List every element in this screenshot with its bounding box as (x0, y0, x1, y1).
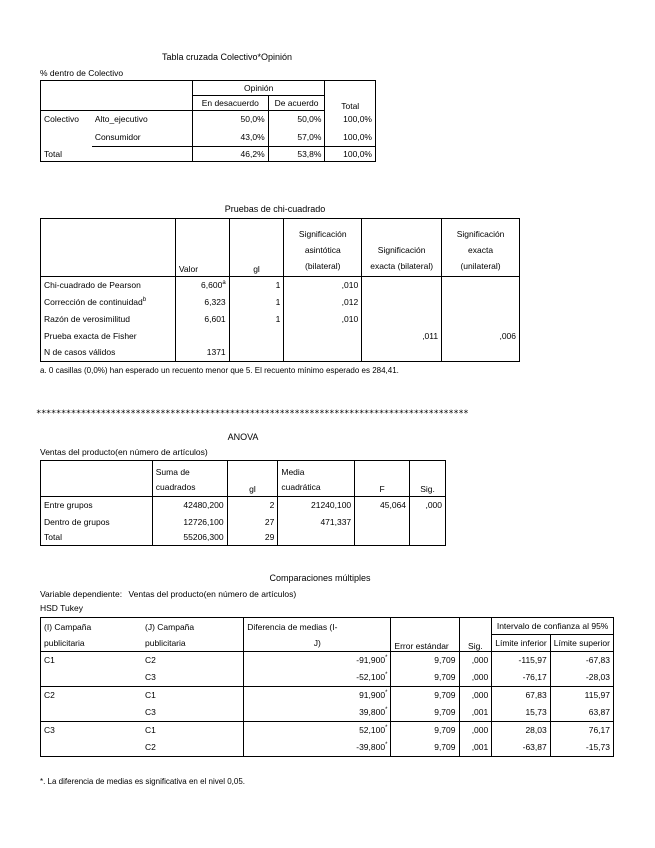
anova-sig (410, 531, 446, 546)
crosstab-col-desacuerdo: En desacuerdo (192, 96, 268, 111)
anova-header-suma-2: cuadrados (155, 481, 196, 492)
multiple-header-i-2: publicitaria (44, 637, 85, 648)
chi-valor: 6,600 (201, 279, 223, 290)
multiple-header-ci: Intervalo de confianza al 95% (492, 618, 614, 635)
multiple-header-sig: Sig. (459, 618, 492, 652)
anova-header-sig: Sig. (410, 461, 446, 497)
multiple-j: C2 (145, 655, 156, 666)
multiple-lo: -115,97 (492, 652, 551, 670)
chi-gl: 1 (229, 311, 284, 328)
chi-asint: ,010 (284, 311, 362, 328)
chi-exuni (442, 294, 520, 311)
multiple-err: 9,709 (391, 722, 459, 740)
anova-row-label: Dentro de grupos (44, 516, 110, 527)
multiple-lo: -63,87 (492, 740, 551, 757)
multiple-header-lo: Límite inferior (492, 635, 551, 652)
multiple-header-diff-1: Diferencia de medias (I- (247, 621, 338, 632)
multiple-diff-mark: * (385, 690, 388, 697)
multiple-footnote: *. La diferencia de medias es significativa en el nivel 0,05. (40, 777, 246, 786)
multiple-diff-mark: * (385, 742, 388, 749)
multiple-hi: -28,03 (550, 670, 613, 687)
crosstab-cell: 43,0% (192, 129, 268, 147)
multiple-header-diff-2: J) (313, 637, 321, 648)
crosstab-cell: 46,2% (192, 147, 268, 162)
multiple-diff: -39,800 (356, 742, 386, 753)
multiple-hi: -15,73 (550, 740, 613, 757)
chi-row-label: Prueba exacta de Fisher (44, 330, 137, 341)
chi-valor (175, 328, 229, 345)
multiple-hi: 63,87 (550, 705, 613, 722)
chi-exuni: ,006 (442, 328, 520, 345)
chi-title: Pruebas de chi-cuadrado (224, 204, 326, 214)
multiple-i (41, 705, 143, 722)
multiple-diff-mark: * (385, 707, 388, 714)
multiple-i: C1 (44, 655, 55, 666)
chi-exuni (442, 311, 520, 328)
chi-header-asint-1: Significación (298, 228, 347, 239)
chi-header-exuni-3: (unilateral) (460, 260, 501, 271)
chi-header-asint-2: asintótica (304, 244, 341, 255)
crosstab-cell: 53,8% (268, 147, 325, 162)
anova-media: 21240,100 (278, 497, 355, 514)
chi-gl: 1 (229, 294, 284, 311)
multiple-lo: 15,73 (492, 705, 551, 722)
anova-header-media-2: cuadrática (281, 481, 321, 492)
anova-row-label: Total (44, 532, 62, 543)
anova-header-media-1: Media (281, 467, 305, 478)
multiple-sig: ,000 (459, 722, 492, 740)
crosstab-cell: 50,0% (192, 111, 268, 129)
multiple-hi: 76,17 (550, 722, 613, 740)
chi-header-exuni-1: Significación (456, 228, 505, 239)
multiple-diff-mark: * (385, 655, 388, 662)
chi-gl: 1 (229, 277, 284, 294)
crosstab-row-total: Total (44, 148, 62, 159)
multiple-lo: 28,03 (492, 722, 551, 740)
multiple-diff: 39,800 (359, 707, 386, 718)
multiple-err: 9,709 (391, 740, 459, 757)
crosstab-row-label: Alto_ejecutivo (94, 114, 148, 125)
crosstab-subtitle: % dentro de Colectivo (40, 68, 124, 78)
anova-media (278, 531, 355, 546)
multiple-i: C3 (44, 725, 55, 736)
multiple-err: 9,709 (391, 670, 459, 687)
chi-header-valor: Valor (175, 219, 229, 277)
multiple-lo: 67,83 (492, 687, 551, 705)
anova-gl: 27 (227, 514, 278, 531)
chi-valor: 6,601 (175, 311, 229, 328)
chi-gl (229, 345, 284, 362)
anova-media: 471,337 (278, 514, 355, 531)
chi-valor-sup: a (222, 279, 226, 286)
multiple-j: C1 (145, 725, 156, 736)
anova-subtitle: Ventas del producto(en número de artículos) (40, 447, 208, 457)
chi-gl (229, 328, 284, 345)
multiple-table (40, 617, 614, 757)
crosstab-col-acuerdo: De acuerdo (268, 96, 325, 111)
crosstab-table (40, 80, 376, 162)
chi-header-exbil-2: exacta (bilateral) (370, 260, 434, 271)
anova-suma: 42480,200 (152, 497, 227, 514)
chi-exuni (442, 345, 520, 362)
anova-f: 45,064 (355, 497, 410, 514)
multiple-j: C3 (142, 705, 244, 722)
chi-row-label: Razón de verosimilitud (44, 313, 130, 324)
chi-exbil (362, 277, 442, 294)
multiple-sig: ,000 (459, 652, 492, 670)
multiple-title: Comparaciones múltiples (269, 573, 371, 583)
chi-label-sup: b (142, 296, 147, 303)
multiple-diff: 52,100 (359, 725, 386, 736)
anova-sig (410, 514, 446, 531)
anova-suma: 12726,100 (152, 514, 227, 531)
chi-asint (284, 345, 362, 362)
anova-header-suma-1: Suma de (155, 467, 190, 478)
chi-exuni (442, 277, 520, 294)
anova-suma: 55206,300 (152, 531, 227, 546)
multiple-err: 9,709 (391, 652, 459, 670)
crosstab-cell: 50,0% (268, 111, 325, 129)
anova-title: ANOVA (227, 432, 259, 442)
crosstab-cell: 100,0% (325, 111, 376, 129)
multiple-diff-mark: * (385, 672, 388, 679)
crosstab-cell: 100,0% (325, 147, 376, 162)
chi-row-label: Chi-cuadrado de Pearson (44, 279, 141, 290)
multiple-sig: ,001 (459, 740, 492, 757)
separator-line: *************************************************************************************** (36, 409, 469, 419)
chi-header-asint-3: (bilateral) (305, 260, 341, 271)
multiple-i (41, 740, 143, 757)
multiple-header-j-2: publicitaria (145, 637, 186, 648)
multiple-diff: -91,900 (356, 655, 386, 666)
crosstab-row-group: Colectivo (44, 114, 79, 125)
multiple-method: HSD Tukey (40, 603, 83, 613)
chi-asint: ,010 (284, 277, 362, 294)
chi-asint: ,012 (284, 294, 362, 311)
multiple-j: C3 (142, 670, 244, 687)
multiple-j: C2 (145, 742, 156, 753)
crosstab-group-header: Opinión (192, 81, 325, 96)
multiple-header-j-1: (J) Campaña (145, 621, 195, 632)
multiple-diff: 91,900 (359, 690, 386, 701)
chi-header-gl: gl (229, 219, 284, 277)
anova-table (40, 460, 446, 546)
multiple-dependent-label: Variable dependiente: (40, 589, 123, 599)
anova-f (355, 514, 410, 531)
crosstab-cell: 57,0% (268, 129, 325, 147)
chi-exbil (362, 294, 442, 311)
crosstab-title: Tabla cruzada Colectivo*Opinión (161, 52, 293, 62)
chi-row-label: N de casos válidos (44, 347, 116, 358)
chi-table (40, 218, 520, 362)
anova-gl: 29 (227, 531, 278, 546)
multiple-header-hi: Límite superior (550, 635, 613, 652)
anova-header-gl: gl (227, 461, 278, 497)
chi-valor: 6,323 (175, 294, 229, 311)
multiple-header-err: Error estándar (391, 618, 459, 652)
multiple-diff: -52,100 (356, 672, 386, 683)
multiple-err: 9,709 (391, 687, 459, 705)
chi-footnote: a. 0 casillas (0,0%) han esperado un recuento menor que 5. El recuento mínimo esperado es 284,41. (40, 366, 399, 375)
chi-exbil (362, 311, 442, 328)
crosstab-col-total: Total (341, 100, 360, 111)
multiple-hi: 115,97 (550, 687, 613, 705)
multiple-diff-mark: * (385, 725, 388, 732)
multiple-sig: ,000 (459, 687, 492, 705)
multiple-sig: ,000 (459, 670, 492, 687)
chi-exbil (362, 345, 442, 362)
crosstab-cell: 100,0% (325, 129, 376, 147)
multiple-i: C2 (44, 690, 55, 701)
anova-f (355, 531, 410, 546)
chi-exbil: ,011 (362, 328, 442, 345)
multiple-header-i-1: (I) Campaña (44, 621, 92, 632)
chi-header-exuni-2: exacta (468, 244, 494, 255)
anova-gl: 2 (227, 497, 278, 514)
chi-asint (284, 328, 362, 345)
multiple-err: 9,709 (391, 705, 459, 722)
chi-header-exbil-1: Significación (377, 244, 426, 255)
chi-row-label: Corrección de continuidad (44, 296, 143, 307)
anova-sig: ,000 (410, 497, 446, 514)
multiple-hi: -67,83 (550, 652, 613, 670)
anova-header-f: F (355, 461, 410, 497)
crosstab-row-label: Consumidor (92, 129, 193, 147)
chi-valor: 1371 (175, 345, 229, 362)
multiple-dependent-value: Ventas del producto(en número de artículos) (128, 589, 297, 599)
multiple-sig: ,001 (459, 705, 492, 722)
multiple-lo: -76,17 (492, 670, 551, 687)
multiple-j: C1 (145, 690, 156, 701)
anova-row-label: Entre grupos (44, 499, 93, 510)
multiple-i (41, 670, 143, 687)
